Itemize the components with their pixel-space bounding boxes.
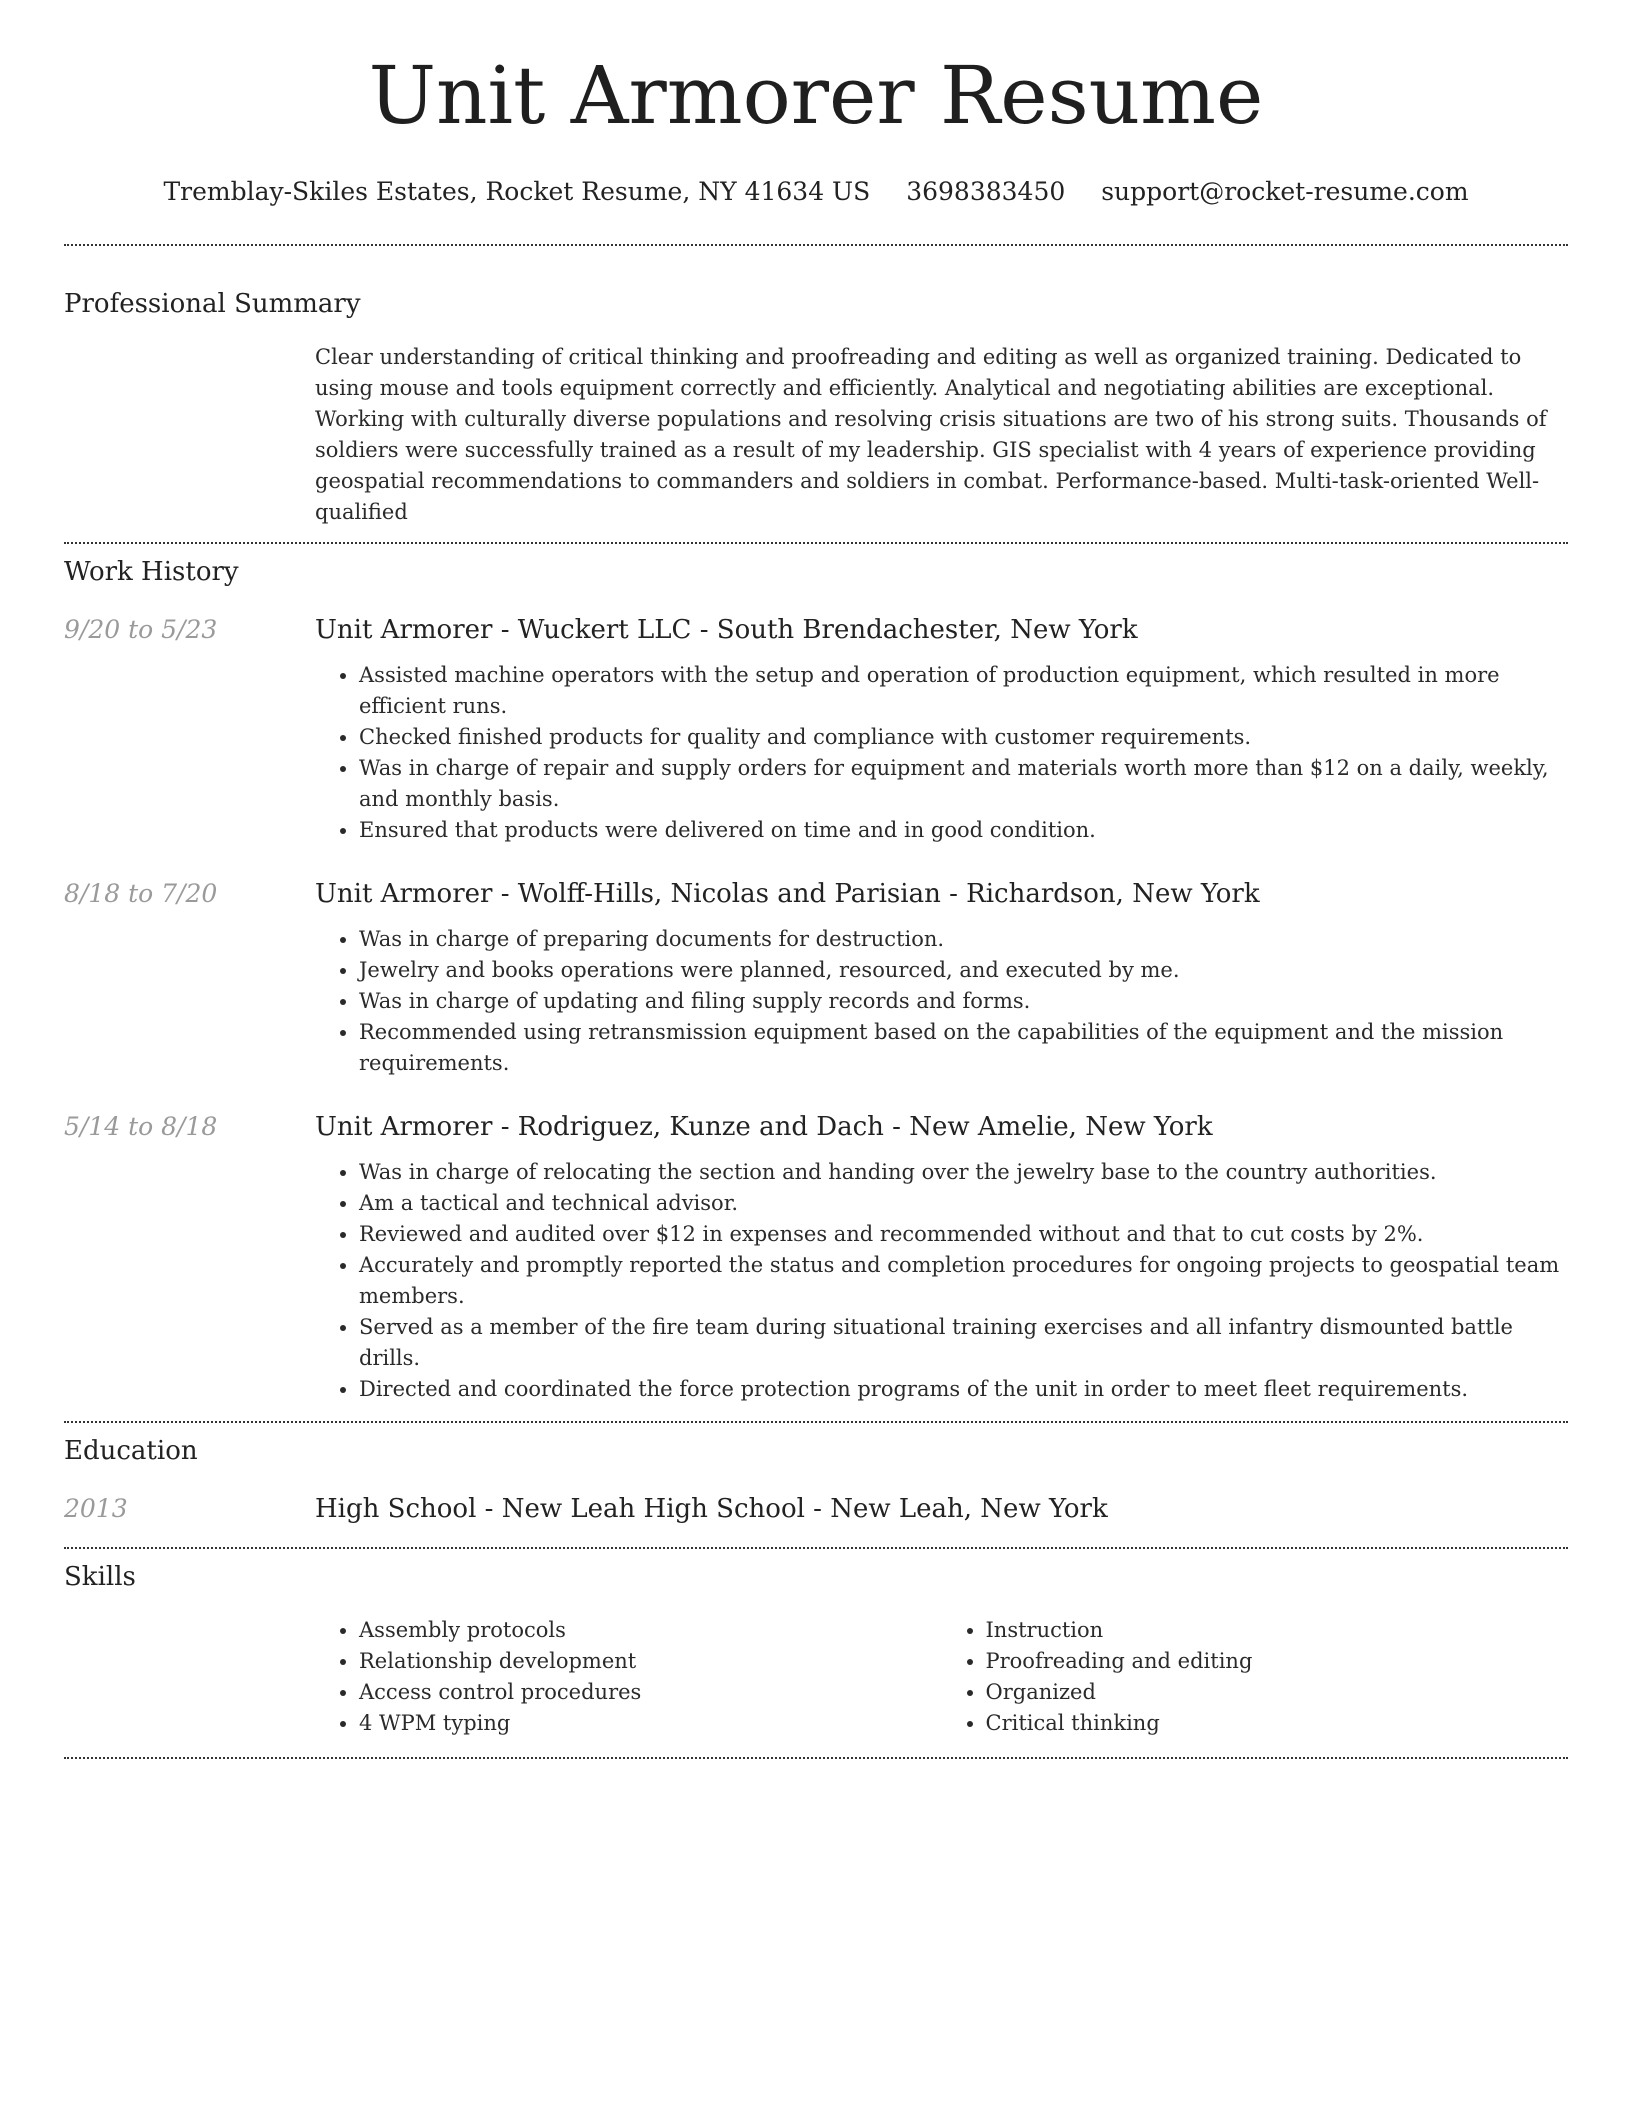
skills-heading: Skills — [64, 1562, 136, 1592]
resume-page — [64, 0, 1568, 1759]
skills-list-left — [315, 1615, 942, 1739]
education-title — [315, 1493, 1568, 1525]
skills-grid — [315, 1615, 1568, 1739]
job-bullet: • Ensured that products were delivered on time and in good condition. — [359, 815, 1568, 846]
divider — [64, 244, 1568, 246]
job-bullet: • Am a tactical and technical advisor. — [359, 1188, 1568, 1219]
job-dates: 9/20 to 5/23 — [64, 615, 218, 644]
divider — [64, 542, 1568, 544]
job-bullet: • Was in charge of repair and supply orders for equipment and materials worth more than $12 on a daily, weekly, and monthly basis. — [359, 753, 1568, 815]
job-content — [315, 614, 1568, 846]
job-bullet: • Checked finished products for quality and compliance with customer requirements. — [359, 722, 1568, 753]
divider — [64, 1547, 1568, 1549]
education-year: 2013 — [64, 1494, 128, 1523]
skill-item: • Access control procedures — [359, 1677, 942, 1708]
job-dates: 5/14 to 8/18 — [64, 1112, 218, 1141]
skill-item: • Organized — [986, 1677, 1569, 1708]
job-bullet: • Assisted machine operators with the setup and operation of production equipment, which resulted in more efficient runs. — [359, 660, 1568, 722]
contact-email: support@rocket-resume.com — [1101, 177, 1469, 206]
contact-phone: 3698383450 — [906, 177, 1066, 206]
skill-item: • 4 WPM typing — [359, 1708, 942, 1739]
job-bullet: • Accurately and promptly reported the status and completion procedures for ongoing projects to geospatial team members. — [359, 1250, 1568, 1312]
skill-item: • Instruction — [986, 1615, 1569, 1646]
education-entry — [64, 1493, 1568, 1525]
skills-row — [64, 1615, 1568, 1739]
job-dates: 8/18 to 7/20 — [64, 879, 218, 908]
job-entry — [64, 614, 1568, 846]
divider — [64, 1757, 1568, 1759]
job-bullet: • Recommended using retransmission equipment based on the capabilities of the equipment and the mission requirements. — [359, 1017, 1568, 1079]
education-school: - New Leah High School - New Leah, New York — [476, 1494, 1108, 1524]
contact-line — [64, 176, 1568, 208]
job-content — [315, 878, 1568, 1079]
job-bullets — [315, 1157, 1568, 1405]
divider — [64, 1421, 1568, 1423]
work-heading: Work History — [64, 557, 239, 587]
job-bullets — [315, 924, 1568, 1079]
job-title: Unit Armorer - Wuckert LLC - South Brendachester, New York — [315, 615, 1138, 645]
job-content — [315, 1111, 1568, 1405]
skill-item: • Relationship development — [359, 1646, 942, 1677]
summary-heading: Professional Summary — [64, 289, 361, 319]
job-bullet: • Was in charge of relocating the section and handing over the jewelry base to the country authorities. — [359, 1157, 1568, 1188]
job-title: Unit Armorer - Wolff-Hills, Nicolas and Parisian - Richardson, New York — [315, 879, 1260, 909]
job-bullets — [315, 660, 1568, 846]
summary-text: Clear understanding of critical thinking and proofreading and editing as well as organized training. Dedicated to using mouse and tools equipment correctly and efficiently. Analytical and negotiating abilities are exceptional. Working with culturally diverse populations and resolving crisis situations are two of his strong suits. Thousands of soldiers were successfully trained as a result of my leadership. GIS specialist with 4 years of experience providing geospatial recommendations to commanders and soldiers in combat. Performance-based. Multi-task-oriented Well-qualified — [315, 345, 1547, 524]
resume-title: Unit Armorer Resume — [368, 49, 1264, 142]
job-bullet: • Directed and coordinated the force protection programs of the unit in order to meet fleet requirements. — [359, 1374, 1568, 1405]
summary-row — [64, 342, 1568, 528]
job-bullet: • Jewelry and books operations were planned, resourced, and executed by me. — [359, 955, 1568, 986]
skill-item: • Assembly protocols — [359, 1615, 942, 1646]
job-bullet: • Reviewed and audited over $12 in expenses and recommended without and that to cut costs by 2%. — [359, 1219, 1568, 1250]
education-heading: Education — [64, 1436, 198, 1466]
job-bullet: • Served as a member of the fire team during situational training exercises and all infantry dismounted battle drills. — [359, 1312, 1568, 1374]
job-title: Unit Armorer - Rodriguez, Kunze and Dach - New Amelie, New York — [315, 1112, 1213, 1142]
job-entry — [64, 878, 1568, 1079]
job-entry — [64, 1111, 1568, 1405]
skills-list-right — [942, 1615, 1569, 1739]
job-bullet: • Was in charge of preparing documents for destruction. — [359, 924, 1568, 955]
skill-item: • Proofreading and editing — [986, 1646, 1569, 1677]
education-degree: High School — [315, 1494, 477, 1524]
contact-address: Tremblay-Skiles Estates, Rocket Resume, NY 41634 US — [163, 177, 871, 206]
skill-item: • Critical thinking — [986, 1708, 1569, 1739]
job-bullet: • Was in charge of updating and filing supply records and forms. — [359, 986, 1568, 1017]
